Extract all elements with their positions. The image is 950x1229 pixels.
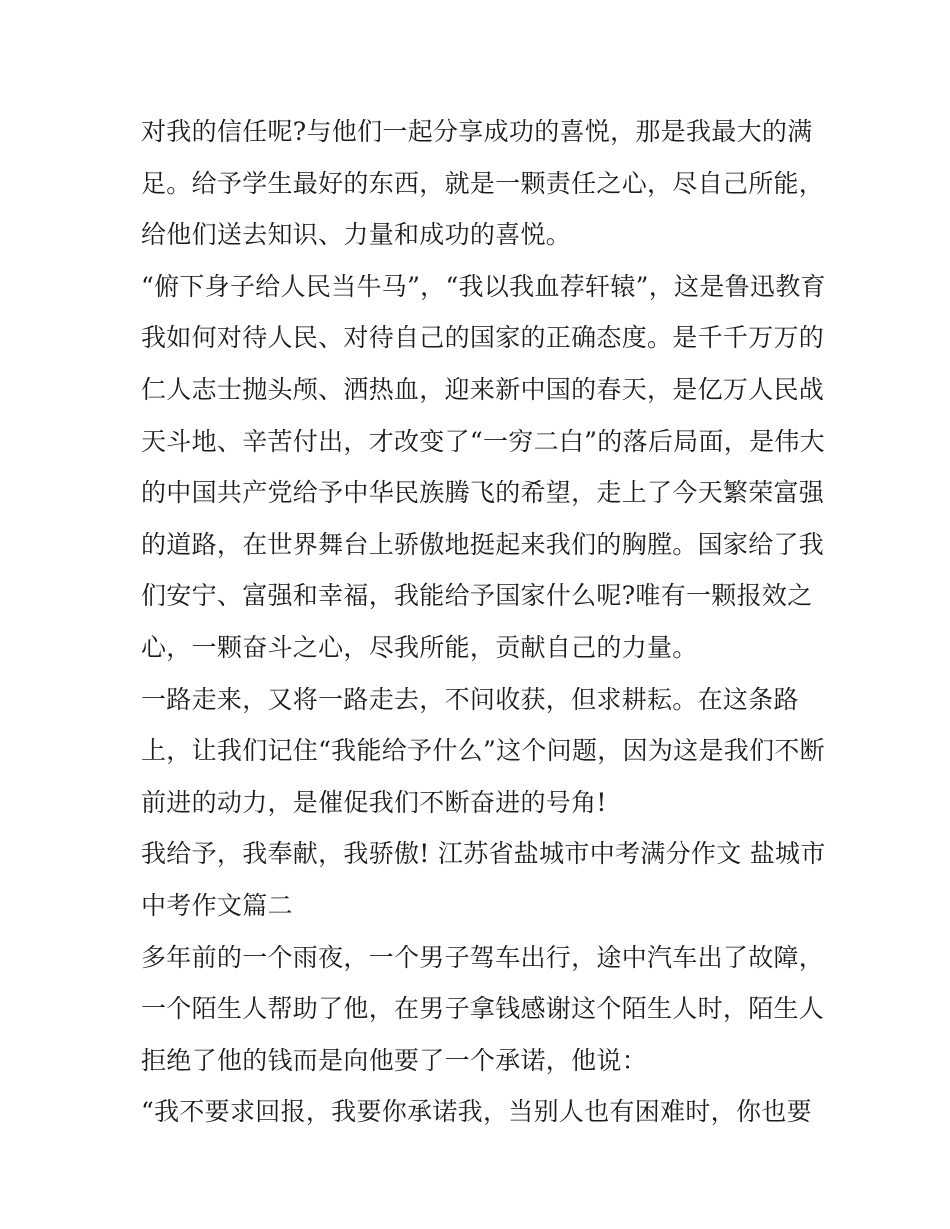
text-line: 的道路，在世界舞台上骄傲地挺起来我们的胸膛。国家给了我 (141, 529, 825, 559)
text-line: “俯下身子给人民当牛马”，“我以我血荐轩辕”，这是鲁迅教育 (141, 271, 826, 301)
text-line: 我给予，我奉献，我骄傲! 江苏省盐城市中考满分作文 盐城市 (141, 839, 826, 869)
text-line: 们安宁、富强和幸福，我能给予国家什么呢?唯有一颗报效之 (141, 581, 813, 611)
document-body (141, 106, 826, 1138)
text-line: “我不要求回报，我要你承诺我，当别人也有困难时，你也要 (141, 1097, 812, 1127)
section-heading-line: 中考作文篇二 (141, 890, 293, 920)
text-line: 一路走来，又将一路走去，不问收获，但求耕耘。在这条路 (141, 684, 799, 714)
text-line: 一个陌生人帮助了他，在男子拿钱感谢这个陌生人时，陌生人 (141, 994, 825, 1024)
text-line: 给他们送去知识、力量和成功的喜悦。 (141, 220, 572, 250)
text-line: 上，让我们记住“我能给予什么”这个问题，因为这是我们不断 (141, 736, 825, 766)
text-line: 足。给予学生最好的东西，就是一颗责任之心，尽自己所能， (141, 168, 825, 198)
text-line: 对我的信任呢?与他们一起分享成功的喜悦，那是我最大的满 (141, 117, 813, 146)
text-line: 的中国共产党给予中华民族腾飞的希望，走上了今天繁荣富强 (141, 478, 825, 508)
text-line: 心，一颗奋斗之心，尽我所能，贡献自己的力量。 (141, 632, 698, 662)
text-line: 我如何对待人民、对待自己的国家的正确态度。是千千万万的 (141, 323, 825, 353)
text-line: 拒绝了他的钱而是向他要了一个承诺，他说： (141, 1045, 648, 1075)
text-line: 多年前的一个雨夜，一个男子驾车出行，途中汽车出了故障， (141, 942, 825, 972)
text-line: 前进的动力，是催促我们不断奋进的号角! (141, 787, 607, 817)
text-line: 天斗地、辛苦付出，才改变了“一穷二白”的落后局面，是伟大 (141, 426, 825, 456)
text-line: 仁人志士抛头颅、洒热血，迎来新中国的春天，是亿万人民战 (141, 374, 825, 404)
